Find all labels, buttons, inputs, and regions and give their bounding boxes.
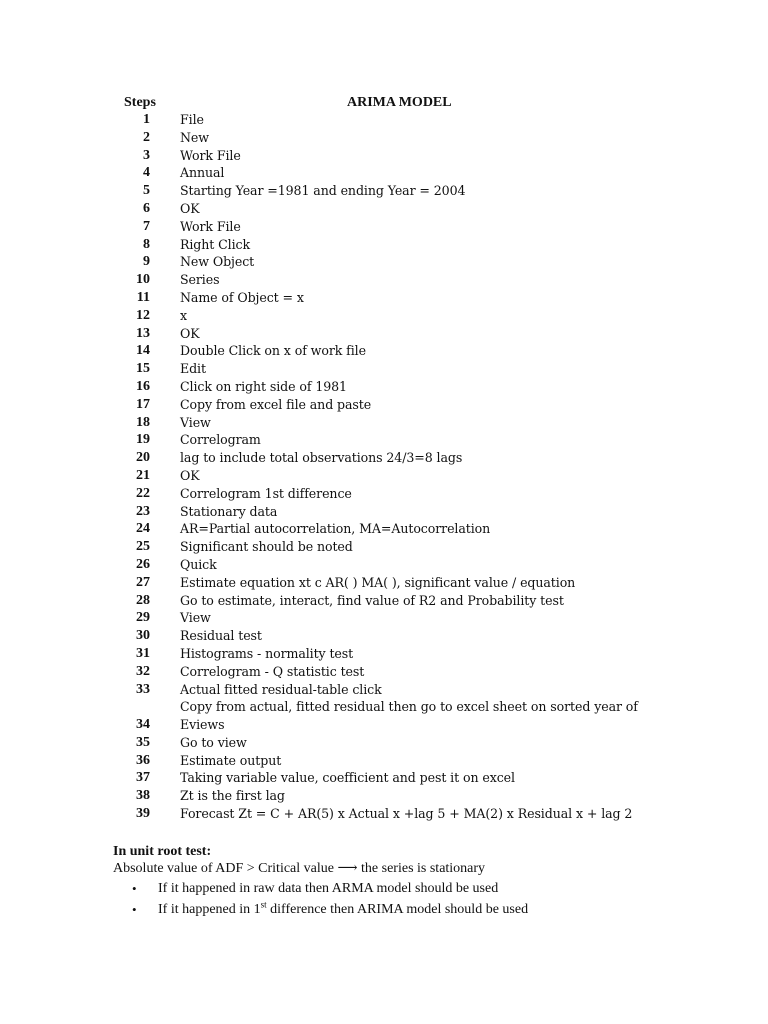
step-row [0,253,768,271]
step-number: 12 [136,307,150,323]
step-number: 39 [136,806,150,822]
step-text: View [180,610,211,626]
step-text: Significant should be noted [180,539,353,555]
step-number: 10 [136,272,150,288]
step-row [0,271,768,289]
step-row [0,218,768,236]
step-row [0,556,768,574]
step-text: Right Click [180,236,251,252]
step-number: 13 [136,325,150,341]
step-text: New [180,129,209,145]
step-text: Go to view [180,734,247,750]
step-text: Histograms - normality test [180,645,354,661]
step-text: Copy from actual, fitted residual then go to excel sheet on sorted year of [180,699,638,715]
step-row [0,396,768,414]
step-text: Edit [180,361,206,377]
step-text: Estimate output [180,752,282,768]
step-number: 23 [136,503,150,519]
step-number: 8 [143,236,150,252]
step-number: 32 [136,663,150,679]
step-text: Work File [180,218,241,234]
step-text: Estimate equation xt c AR( ) MA( ), significant value / equation [180,574,576,590]
bullet-text-part: If it happened in 1 [158,902,261,917]
step-row [0,111,768,129]
step-number: 6 [143,200,150,216]
step-number: 31 [136,645,150,661]
step-text: Copy from excel file and paste [180,396,372,412]
step-number: 4 [143,165,150,181]
step-row [0,289,768,307]
step-number: 19 [136,432,150,448]
step-number: 3 [143,147,150,163]
step-number: 37 [136,770,150,786]
step-text: Residual test [180,628,262,644]
step-text: Stationary data [180,503,278,519]
step-number: 27 [136,574,150,590]
step-number: 14 [136,343,150,359]
step-row [0,698,768,734]
step-row [0,325,768,343]
step-text: Annual [180,165,225,181]
step-text: Actual fitted residual-table click [180,681,382,697]
steps-heading: Steps [124,95,156,110]
bullet-text [158,900,528,920]
step-number: 1 [143,112,150,127]
step-number: 35 [136,734,150,750]
step-text: File [180,112,204,127]
step-number: 5 [143,183,150,199]
step-row [0,609,768,627]
step-row [0,681,768,699]
step-text: Go to estimate, interact, find value of R2 and Probability test [180,592,564,608]
step-text: Series [180,272,220,288]
document-title: ARIMA MODEL [347,95,452,110]
step-row [0,538,768,556]
step-number: 17 [136,396,150,412]
step-text: AR=Partial autocorrelation, MA=Autocorrelation [180,521,491,537]
step-number: 16 [136,378,150,394]
step-number: 34 [136,717,150,733]
step-row [0,378,768,396]
step-row [0,485,768,503]
step-row [0,805,768,823]
step-row [0,182,768,200]
step-number: 15 [136,361,150,377]
step-number: 25 [136,539,150,555]
unit-root-rule: Absolute value of ADF > Critical value ⟶ the series is stationary [113,861,486,876]
step-row [0,360,768,378]
step-row [0,342,768,360]
step-row [0,467,768,485]
step-text: OK [180,200,200,216]
step-text: x [180,307,188,323]
unit-root-heading: In unit root test: [113,844,212,859]
step-number: 33 [136,681,150,697]
step-number: 36 [136,752,150,768]
step-number: 29 [136,610,150,626]
step-row [0,592,768,610]
step-row [0,307,768,325]
step-row [0,129,768,147]
step-text: Work File [180,147,241,163]
step-row [0,787,768,805]
step-row [0,200,768,218]
bullet-text-part: difference then ARIMA model should be used [266,902,529,917]
step-number: 7 [143,218,150,234]
step-number: 11 [136,289,150,305]
steps-list [0,111,768,823]
step-text: Eviews [180,717,225,733]
bullet-text: If it happened in raw data then ARMA model should be used [158,881,499,896]
step-text: OK [180,467,200,483]
step-text: Double Click on x of work file [180,343,366,359]
step-row [0,164,768,182]
step-text: Click on right side of 1981 [180,378,347,394]
step-row [0,627,768,645]
step-text: Name of Object = x [180,289,304,305]
step-text: Taking variable value, coefficient and pest it on excel [180,770,515,786]
step-row [0,663,768,681]
step-text: OK [180,325,200,341]
step-number: 30 [136,628,150,644]
step-text: View [180,414,211,430]
step-row [0,449,768,467]
step-text: Correlogram [180,432,261,448]
step-row [0,520,768,538]
step-text: Zt is the first lag [180,788,285,804]
bullet-icon: • [132,902,137,917]
step-number: 21 [136,467,150,483]
step-number: 2 [143,129,150,145]
step-row [0,645,768,663]
step-number: 18 [136,414,150,430]
step-row [0,147,768,165]
step-number: 26 [136,556,150,572]
step-row [0,752,768,770]
step-text: Starting Year =1981 and ending Year = 2004 [180,183,466,199]
step-number: 24 [136,521,150,537]
step-row [0,431,768,449]
step-row [0,236,768,254]
step-row [0,414,768,432]
step-row [0,769,768,787]
step-text: Forecast Zt = C + AR(5) x Actual x +lag 5 + MA(2) x Residual x + lag 2 [180,806,633,822]
step-number: 28 [136,592,150,608]
step-text: lag to include total observations 24/3=8 lags [180,450,463,466]
step-text: Correlogram - Q statistic test [180,663,365,679]
step-number: 38 [136,788,150,804]
step-number: 20 [136,450,150,466]
step-row [0,574,768,592]
step-text: Quick [180,556,217,572]
step-number: 9 [143,254,150,270]
step-row [0,503,768,521]
step-row [0,734,768,752]
step-text: New Object [180,254,255,270]
ordinal-suffix: st [260,899,267,910]
step-text: Correlogram 1st difference [180,485,352,501]
step-number: 22 [136,485,150,501]
bullet-icon: • [132,881,137,896]
